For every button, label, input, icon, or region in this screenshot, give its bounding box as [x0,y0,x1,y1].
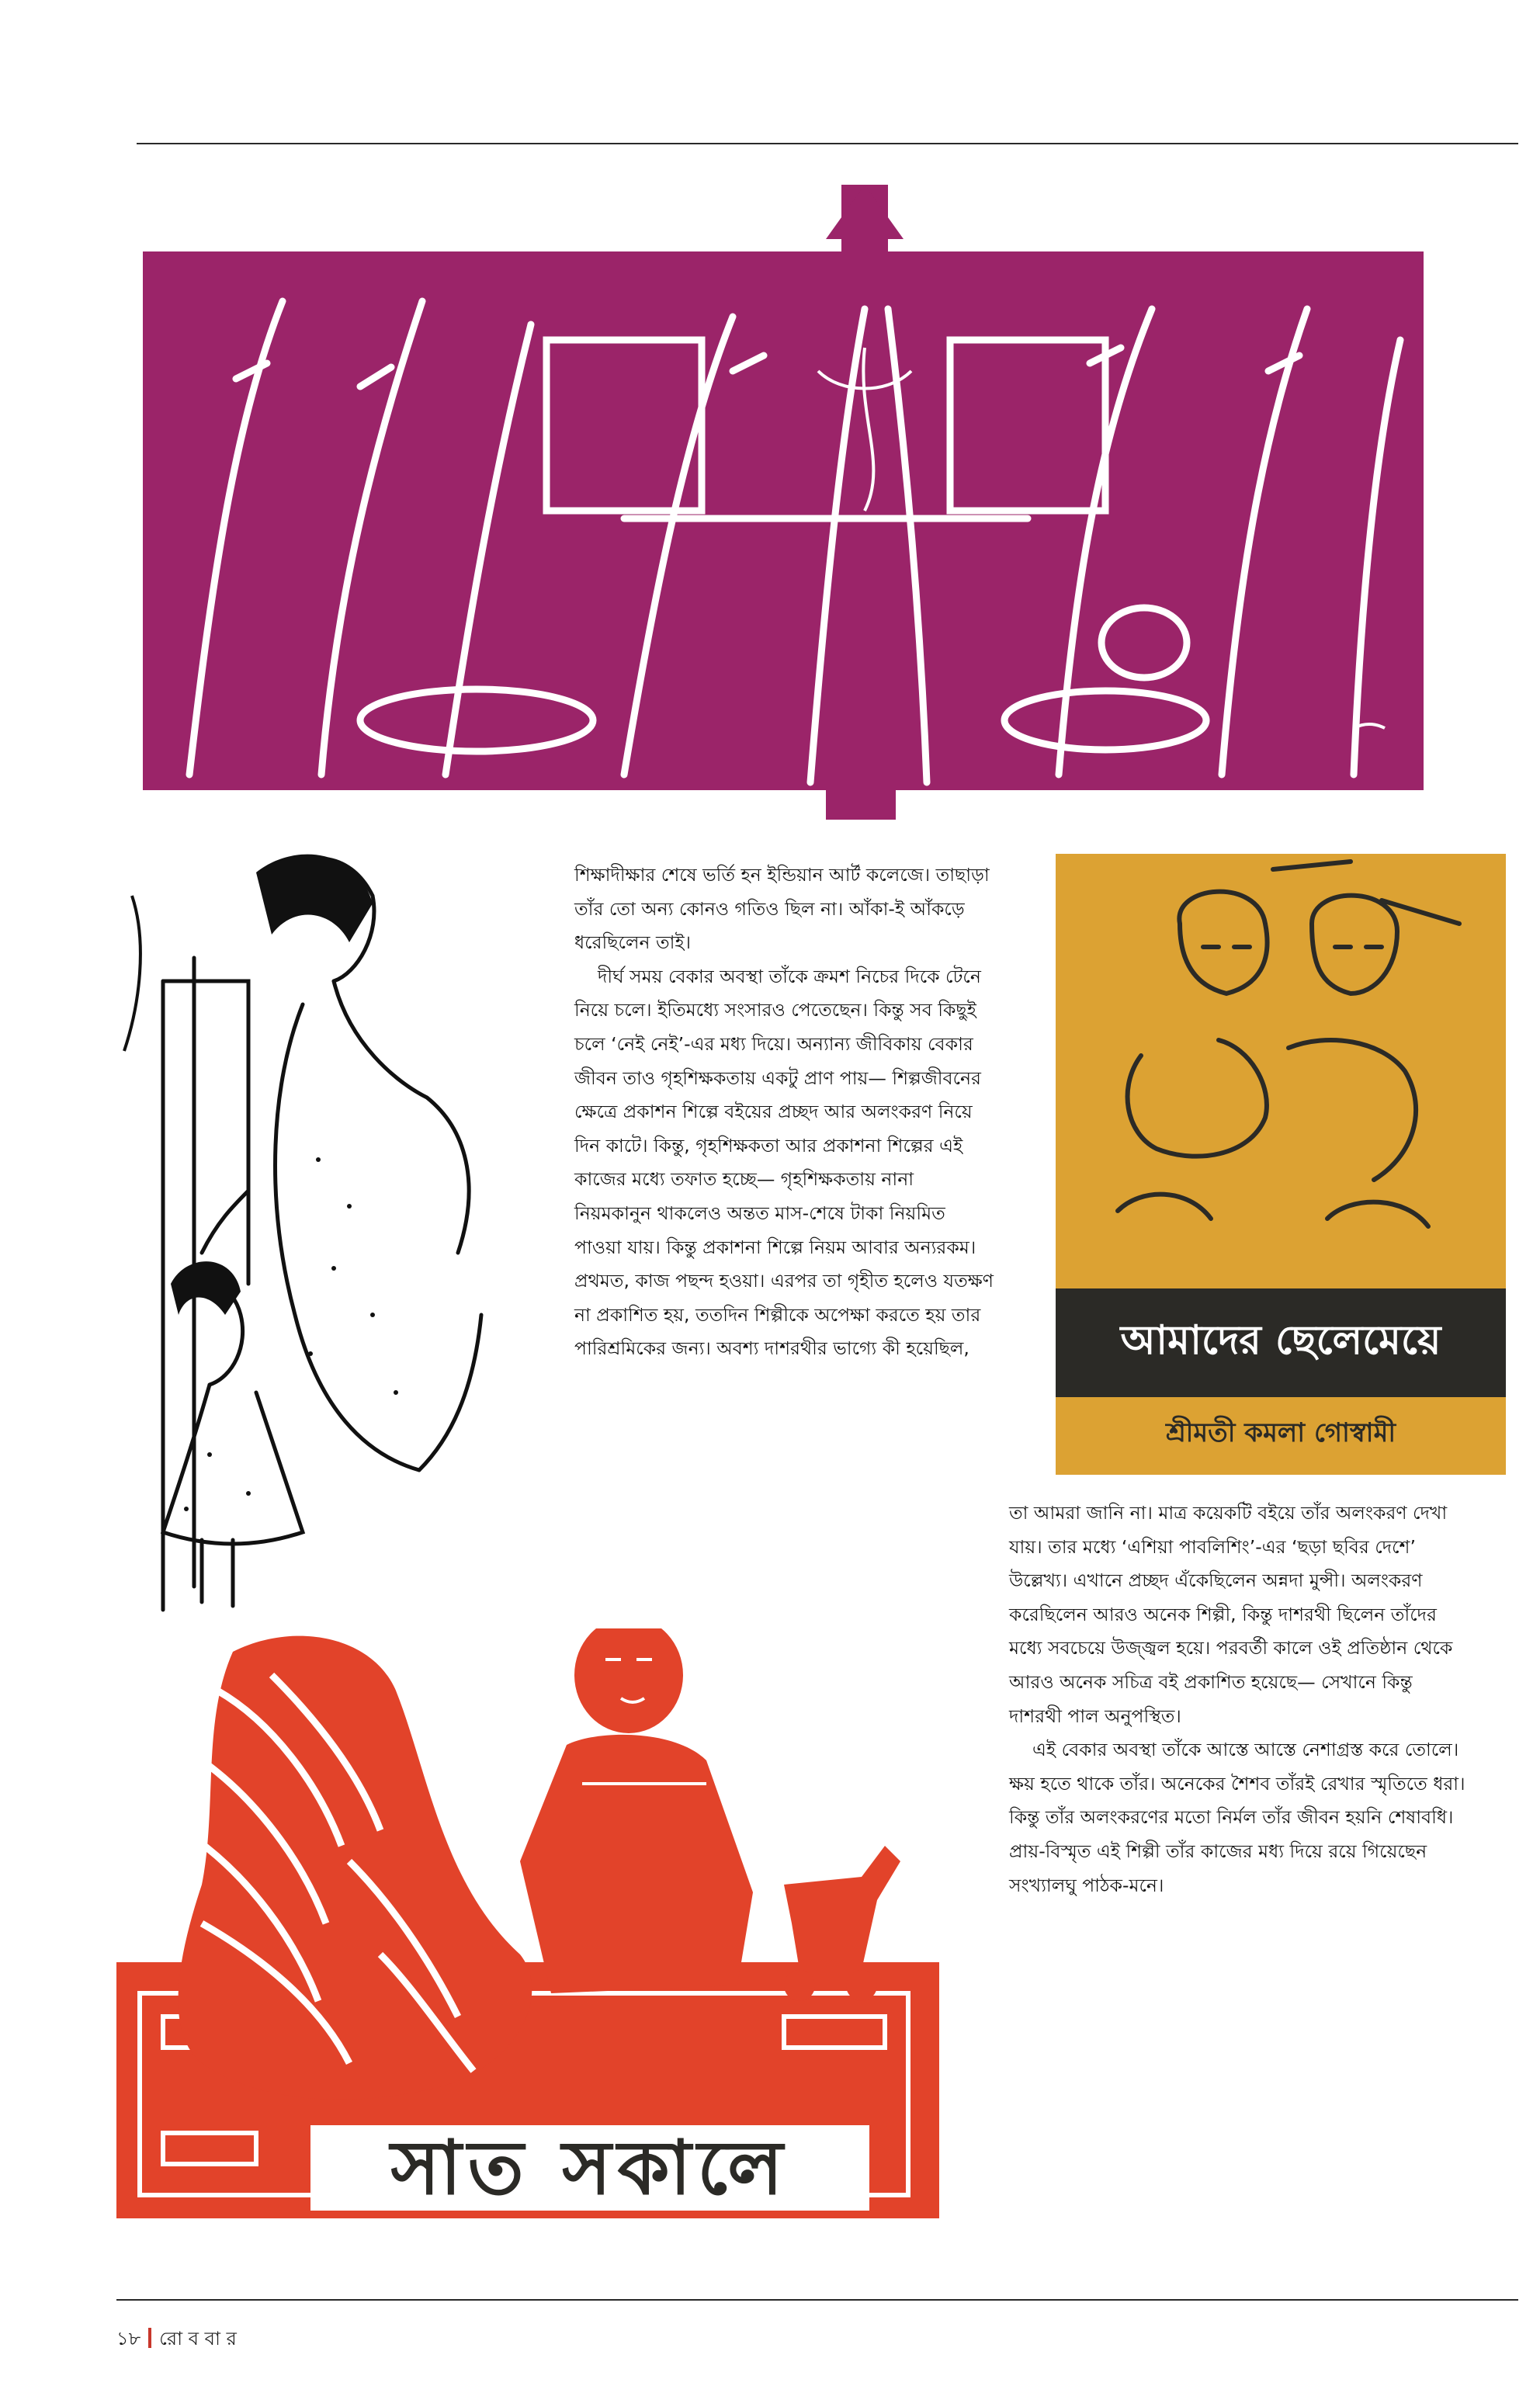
mother-child-ink-illustration [116,849,520,1618]
wedding-woodcut-illustration [143,185,1424,820]
book-title: আমাদের ছেলেমেয়ে [1120,1317,1441,1364]
saat-sakale-illustration [116,1628,978,2218]
footer-divider [148,2328,151,2348]
page-number: ১৮ [116,2328,141,2350]
bottom-rule [116,2299,1518,2301]
paragraph: শিক্ষাদীক্ষার শেষে ভর্তি হন ইন্ডিয়ান আর্ট কলেজে। তাছাড়া তাঁর তো অন্য কোনও গতিও ছিল না। আঁকা-ই আঁকড়ে ধরেছিলেন তাই। [574,864,990,954]
book-cover-amader-chhelemeye [1056,854,1506,1475]
article-column-middle [574,858,994,1366]
paragraph: দীর্ঘ সময় বেকার অবস্থা তাঁকে ক্রমশ নিচের দিকে টেনে নিয়ে চলে। ইতিমধ্যে সংসারও পেতেছেন। কিন্তু সব কিছুই চলে ‘নেই নেই’-এর মধ্য দিয়ে। অন্যান্য জীবিকায় বেকার জীবন তাও গৃহশিক্ষকতায় একটু প্রাণ পায়— শিল্পজীবনের ক্ষেত্রে প্রকাশন শিল্পে বইয়ের প্রচ্ছদ আর অলংকরণ নিয়ে দিন কাটে। কিন্তু, গৃহশিক্ষকতা আর প্রকাশনা শিল্পের এই কাজের মধ্যে তফাত হচ্ছে— গৃহশিক্ষকতায় নানা নিয়মকানুন থাকলেও অন্তত মাস-শেষে টাকা নিয়মিত পাওয়া যায়। কিন্তু প্রকাশনা শিল্পে নিয়ম আবার অন্যরকম। প্রথমত, কাজ পছন্দ হওয়া। এরপর তা গৃহীত হলেও যতক্ষণ না প্রকাশিত হয়, ততদিন শিল্পীকে অপেক্ষা করতে হয় তার পারিশ্রমিকের জন্য। অবশ্য দাশরথীর ভাগ্যে কী হয়েছিল, [574,965,994,1360]
top-rule [137,143,1518,144]
paragraph: এই বেকার অবস্থা তাঁকে আস্তে আস্তে নেশাগ্রস্ত করে তোলে। ক্ষয় হতে থাকে তাঁর। অনেকের শৈশব তাঁরই রেখার স্মৃতিতে ধরা। কিন্তু তাঁর অলংকরণের মতো নির্মল তাঁর জীবন হয়নি শেষাবধি। প্রায়-বিস্মৃত এই শিল্পী তাঁর কাজের মধ্য দিয়ে রয়ে গিয়েছেন সংখ্যালঘু পাঠক-মনে। [1009,1739,1465,1896]
book-author: শ্রীমতী কমলা গোস্বামী [1165,1417,1396,1448]
paragraph: তা আমরা জানি না। মাত্র কয়েকটি বইয়ে তাঁর অলংকরণ দেখা যায়। তার মধ্যে ‘এশিয়া পাবলিশিং’-এর ‘ছড়া ছবির দেশে’ উল্লেখ্য। এখানে প্রচ্ছদ এঁকেছিলেন অন্নদা মুন্সী। অলংকরণ করেছিলেন আরও অনেক শিল্পী, কিন্তু দাশরথী ছিলেন তাঁদের মধ্যে সবচেয়ে উজ্জ্বল হয়ে। পরবর্তী কালে ওই প্রতিষ্ঠান থেকে আরও অনেক সচিত্র বই প্রকাশিত হয়েছে— সেখানে কিন্তু দাশরথী পাল অনুপস্থিত। [1009,1502,1453,1727]
publication-name: রো ব বা র [159,2328,237,2350]
page-footer [116,2325,237,2356]
article-column-right [1009,1496,1467,1902]
illustration-caption: সাত সকালে [310,2125,869,2211]
